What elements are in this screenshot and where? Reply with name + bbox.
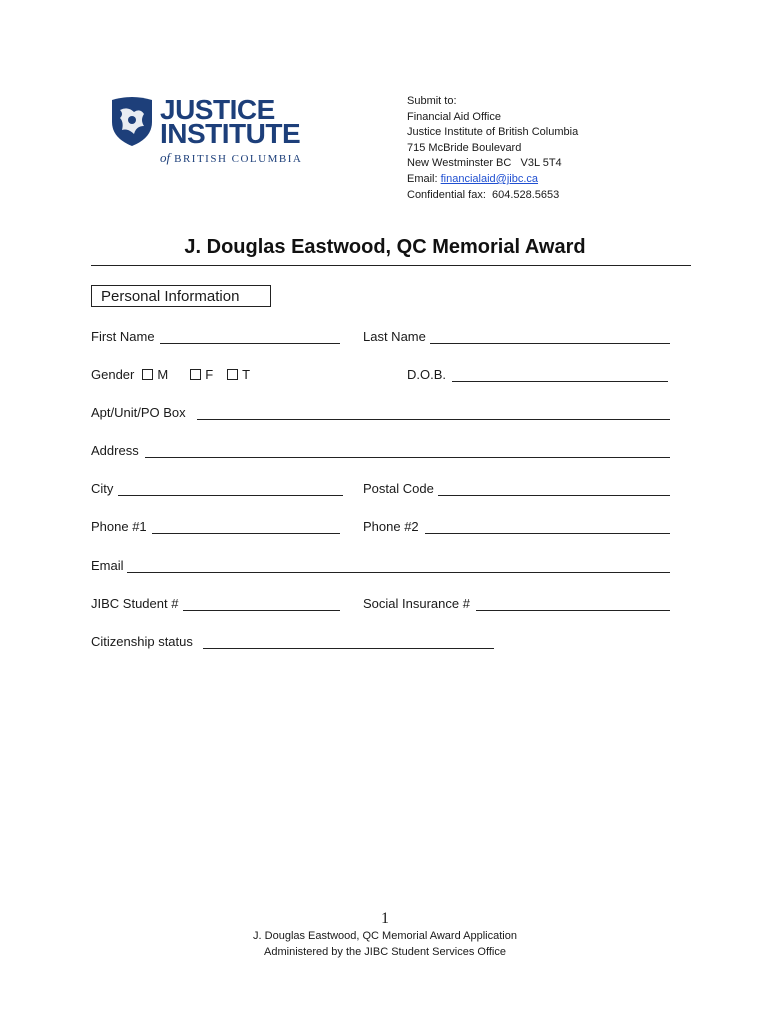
first-name-label: First Name xyxy=(91,329,155,344)
gender-label: Gender xyxy=(91,367,135,382)
city-field[interactable] xyxy=(118,495,343,496)
postal-code-label: Postal Code xyxy=(363,481,434,496)
email-link[interactable]: financialaid@jibc.ca xyxy=(440,172,539,185)
dob-label: D.O.B. xyxy=(407,367,447,382)
submit-fax: Confidential fax: 604.528.5653 xyxy=(407,188,560,201)
gender-t-checkbox[interactable] xyxy=(227,369,238,380)
address-field[interactable] xyxy=(145,457,670,458)
sin-label: Social Insurance # xyxy=(363,596,470,611)
citizenship-field[interactable] xyxy=(203,648,494,649)
phone2-field[interactable] xyxy=(425,533,670,534)
dob-field[interactable] xyxy=(452,381,668,382)
phone2-label: Phone #2 xyxy=(363,519,419,534)
apt-field[interactable] xyxy=(197,419,670,420)
postal-code-field[interactable] xyxy=(438,495,670,496)
apt-label: Apt/Unit/PO Box xyxy=(91,405,186,420)
logo-subtitle xyxy=(160,150,302,166)
page-number: 1 xyxy=(381,910,389,927)
address-label: Address xyxy=(91,443,139,458)
gender-t-label: T xyxy=(242,367,251,382)
submit-email-line xyxy=(407,172,578,188)
gender-f-checkbox[interactable] xyxy=(190,369,201,380)
logo-word-institute: INSTITUTE xyxy=(160,118,301,149)
jibc-logo xyxy=(110,96,310,166)
email-field[interactable] xyxy=(127,572,670,573)
shield-icon xyxy=(110,96,154,148)
submit-heading: Submit to: xyxy=(407,95,457,107)
last-name-field[interactable] xyxy=(430,343,670,344)
phone1-field[interactable] xyxy=(152,533,340,534)
citizenship-label: Citizenship status xyxy=(91,634,193,649)
gender-row xyxy=(91,367,250,382)
city-label: City xyxy=(91,481,114,496)
phone1-label: Phone #1 xyxy=(91,519,147,534)
submit-email-label: Email: xyxy=(407,172,441,185)
last-name-label: Last Name xyxy=(363,329,426,344)
submit-city: New Westminster BC V3L 5T4 xyxy=(407,157,562,170)
title-divider xyxy=(91,265,691,266)
gender-m-label: M xyxy=(157,367,169,382)
submit-institution: Justice Institute of British Columbia xyxy=(407,126,579,139)
footer-line-2: Administered by the JIBC Student Services Office xyxy=(264,946,506,958)
section-heading: Personal Information xyxy=(91,285,271,307)
gender-m-checkbox[interactable] xyxy=(142,369,153,380)
sin-field[interactable] xyxy=(476,610,670,611)
submit-address-block xyxy=(407,94,578,203)
logo-bc: BRITISH COLUMBIA xyxy=(174,153,303,165)
student-number-field[interactable] xyxy=(183,610,340,611)
email-label: Email xyxy=(91,558,124,573)
student-number-label: JIBC Student # xyxy=(91,596,179,611)
logo-word-justice: JUSTICE xyxy=(160,94,275,125)
submit-office: Financial Aid Office xyxy=(407,110,501,123)
first-name-field[interactable] xyxy=(160,343,340,344)
gender-f-label: F xyxy=(205,367,214,382)
logo-of: of xyxy=(160,150,171,165)
page-title: J. Douglas Eastwood, QC Memorial Award xyxy=(184,236,586,258)
footer-line-1: J. Douglas Eastwood, QC Memorial Award Application xyxy=(253,930,517,942)
submit-street: 715 McBride Boulevard xyxy=(407,141,522,154)
